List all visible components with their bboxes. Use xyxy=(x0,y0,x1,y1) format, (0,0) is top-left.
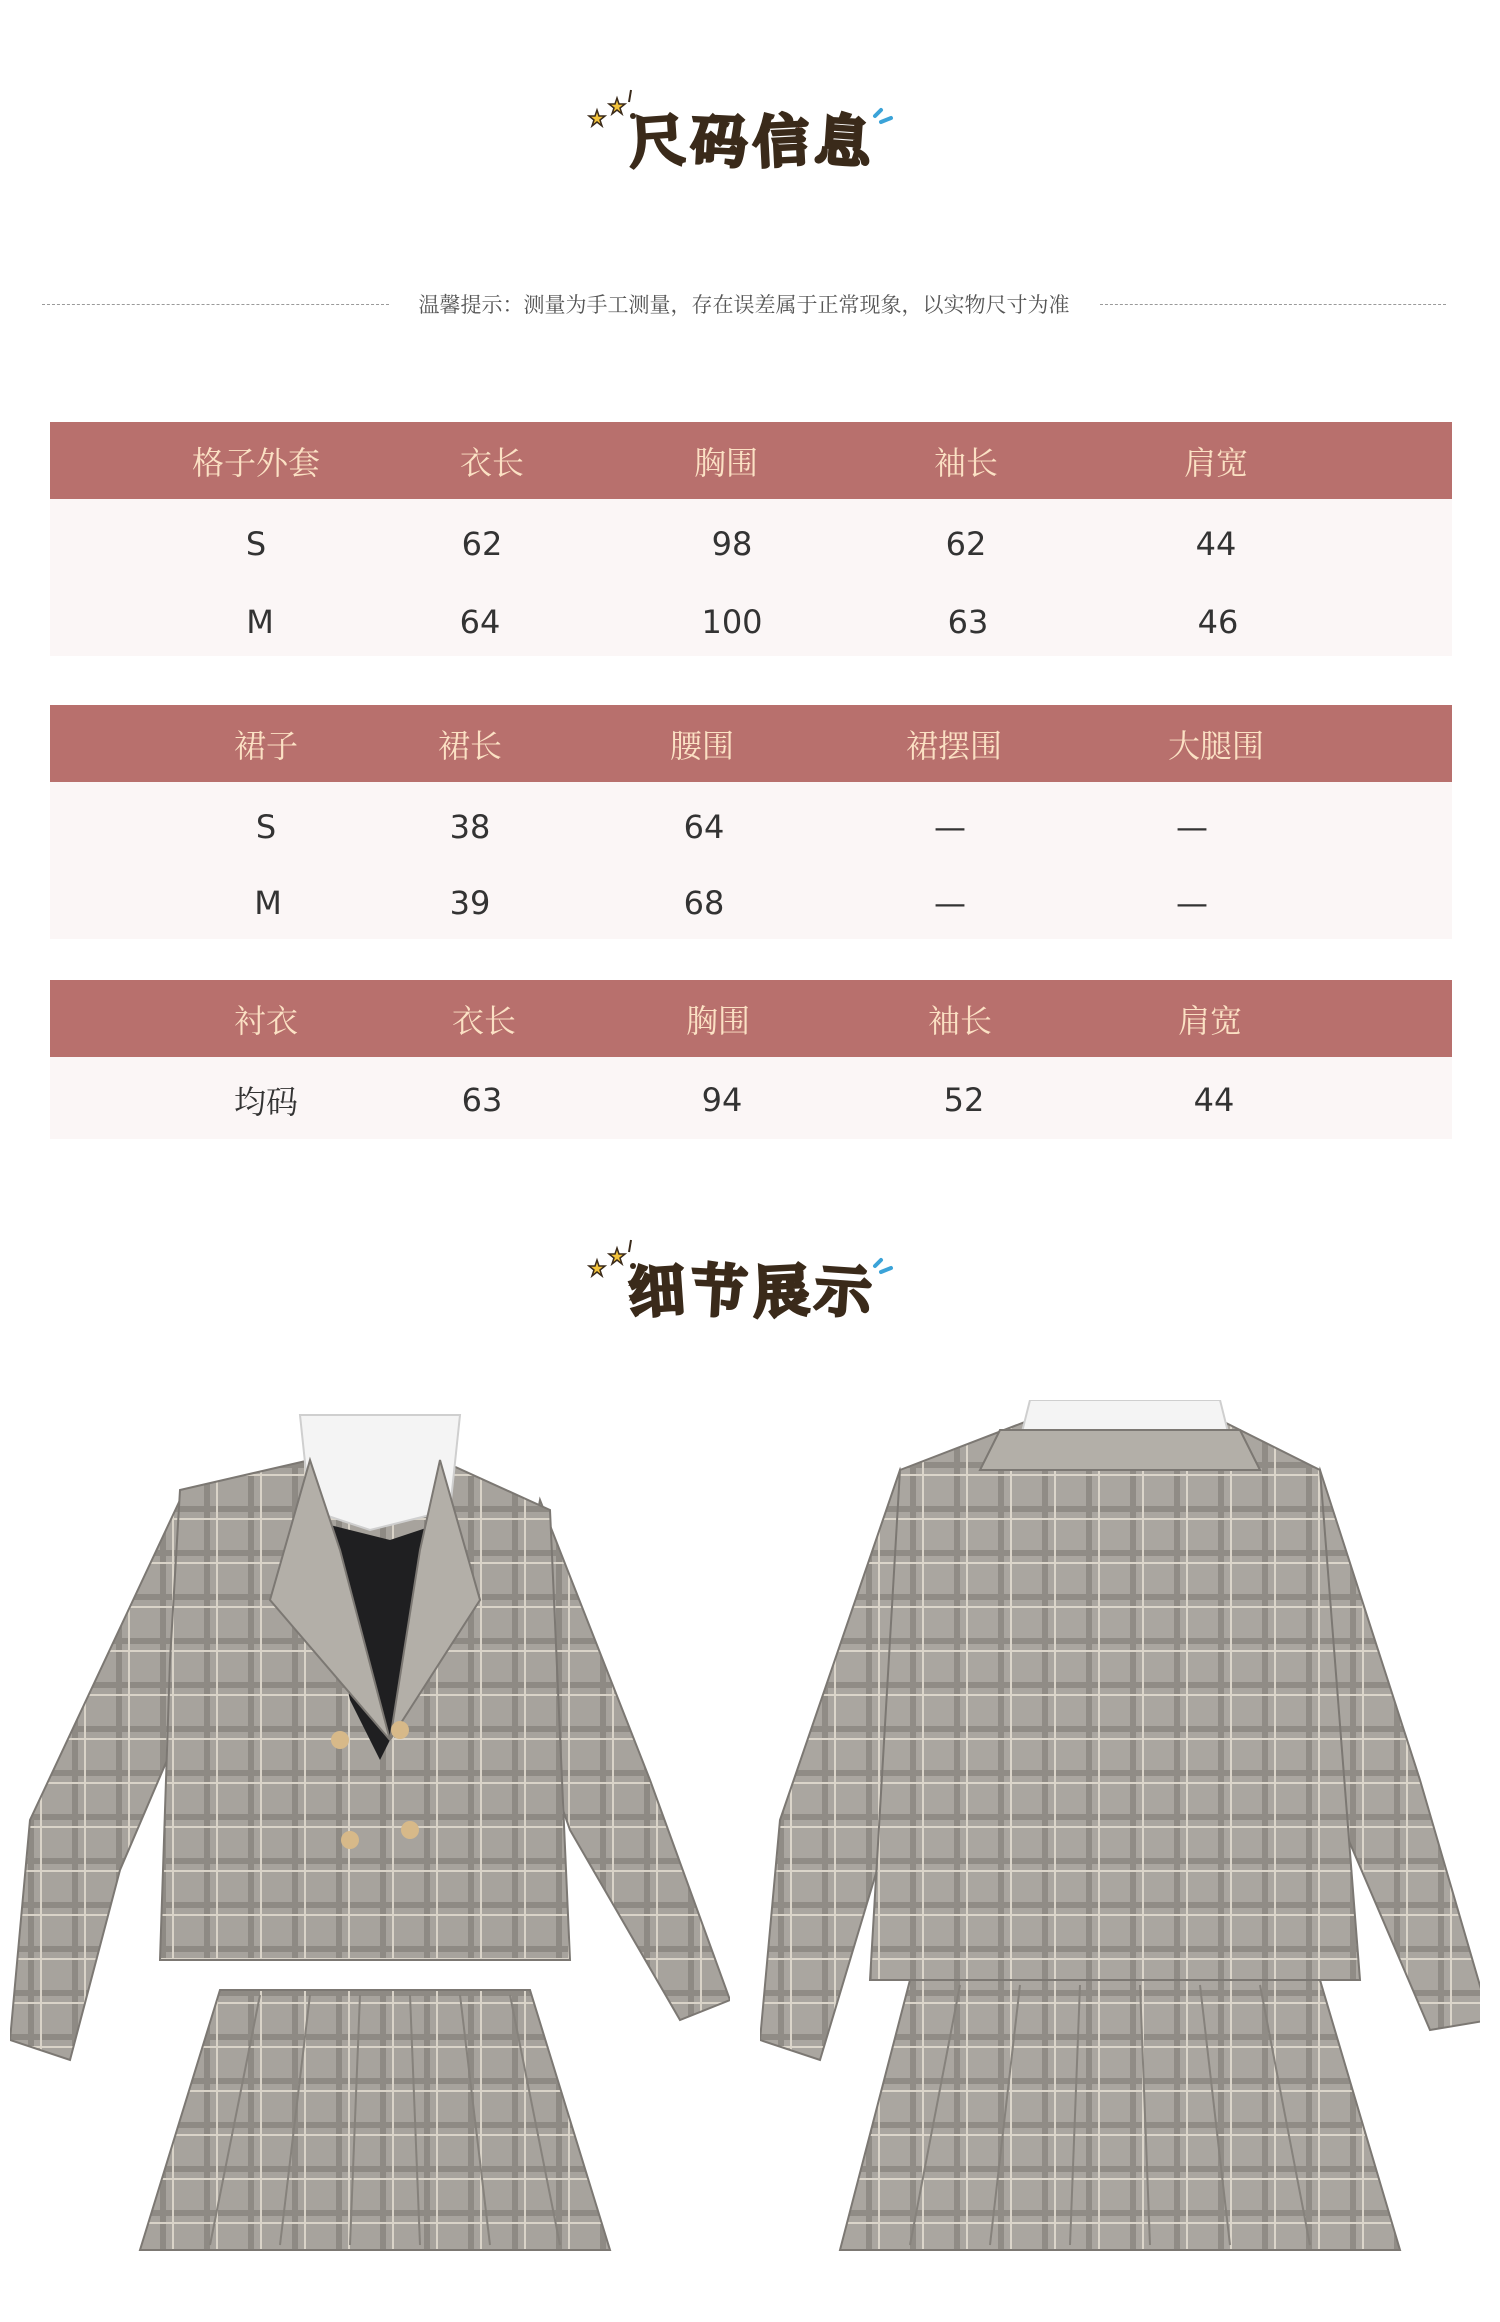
table-cell: M xyxy=(246,603,274,641)
table-row xyxy=(50,523,1452,565)
table-header xyxy=(50,705,1452,782)
table-cell: 39 xyxy=(449,884,491,922)
table-cell: — xyxy=(934,884,966,922)
table-body xyxy=(50,499,1452,656)
table-cell: 100 xyxy=(701,603,763,641)
detail-title xyxy=(0,1258,1500,1328)
header-cell: 裙摆围 xyxy=(905,726,1003,765)
header-cell: 肩宽 xyxy=(1183,443,1249,482)
header-cell: 大腿围 xyxy=(1167,726,1265,765)
shirt-size-table xyxy=(50,980,1452,1139)
table-cell: M xyxy=(254,884,282,922)
header-cell: 格子外套 xyxy=(191,443,321,482)
measurement-tip xyxy=(42,284,1446,324)
table-cell: 62 xyxy=(945,525,987,563)
table-cell: 38 xyxy=(449,808,491,846)
table-body xyxy=(50,782,1452,939)
table-header xyxy=(50,980,1452,1057)
table-cell: S xyxy=(245,525,267,563)
header-cell: 衣长 xyxy=(459,443,525,482)
divider-left xyxy=(42,304,389,305)
table-cell: 63 xyxy=(947,603,989,641)
title-char-2: 码 xyxy=(689,108,749,177)
table-cell: 94 xyxy=(701,1081,743,1119)
table-body xyxy=(50,1057,1452,1139)
sparkle-icon xyxy=(867,1252,897,1282)
table-cell: 62 xyxy=(461,525,503,563)
size-info-title xyxy=(0,108,1500,178)
table-cell: 63 xyxy=(461,1081,503,1119)
header-cell: 肩宽 xyxy=(1177,1001,1243,1040)
table-cell: — xyxy=(1176,884,1208,922)
skirt-size-table xyxy=(50,705,1452,939)
jacket-size-table xyxy=(50,422,1452,656)
sparkle-icon xyxy=(867,102,897,132)
title-char-4: 息 xyxy=(812,108,874,177)
header-cell: 裙子 xyxy=(233,726,299,765)
table-row xyxy=(50,601,1452,643)
header-cell: 胸围 xyxy=(685,1001,751,1040)
table-cell: — xyxy=(934,808,966,846)
table-cell: 98 xyxy=(711,525,753,563)
header-cell: 腰围 xyxy=(669,726,735,765)
table-cell: 46 xyxy=(1197,603,1239,641)
header-cell: 衣长 xyxy=(451,1001,517,1040)
product-photo-back xyxy=(760,1400,1480,2280)
divider-right xyxy=(1100,304,1447,305)
title-char-2: 节 xyxy=(689,1258,749,1327)
table-header xyxy=(50,422,1452,499)
table-cell: 64 xyxy=(683,808,725,846)
title-char-1: 细 xyxy=(626,1258,688,1327)
header-cell: 裙长 xyxy=(437,726,503,765)
table-cell: — xyxy=(1176,808,1208,846)
title-char-4: 示 xyxy=(812,1258,874,1327)
header-cell: 袖长 xyxy=(933,443,999,482)
title-char-1: 尺 xyxy=(626,108,688,177)
table-cell: 64 xyxy=(459,603,501,641)
product-photo-front xyxy=(10,1400,730,2280)
header-cell: 衬衣 xyxy=(233,1001,299,1040)
title-char-3: 信 xyxy=(751,108,811,177)
header-cell: 袖长 xyxy=(927,1001,993,1040)
table-row xyxy=(50,806,1452,848)
table-cell: 68 xyxy=(683,884,725,922)
table-cell: S xyxy=(255,808,277,846)
table-row xyxy=(50,1079,1452,1121)
table-row xyxy=(50,882,1452,924)
table-cell: 44 xyxy=(1193,1081,1235,1119)
tip-text: 温馨提示：测量为手工测量，存在误差属于正常现象，以实物尺寸为准 xyxy=(418,293,1070,317)
title-char-3: 展 xyxy=(751,1258,811,1327)
table-cell: 52 xyxy=(943,1081,985,1119)
header-cell: 胸围 xyxy=(693,443,759,482)
table-cell: 均码 xyxy=(233,1083,299,1121)
table-cell: 44 xyxy=(1195,525,1237,563)
